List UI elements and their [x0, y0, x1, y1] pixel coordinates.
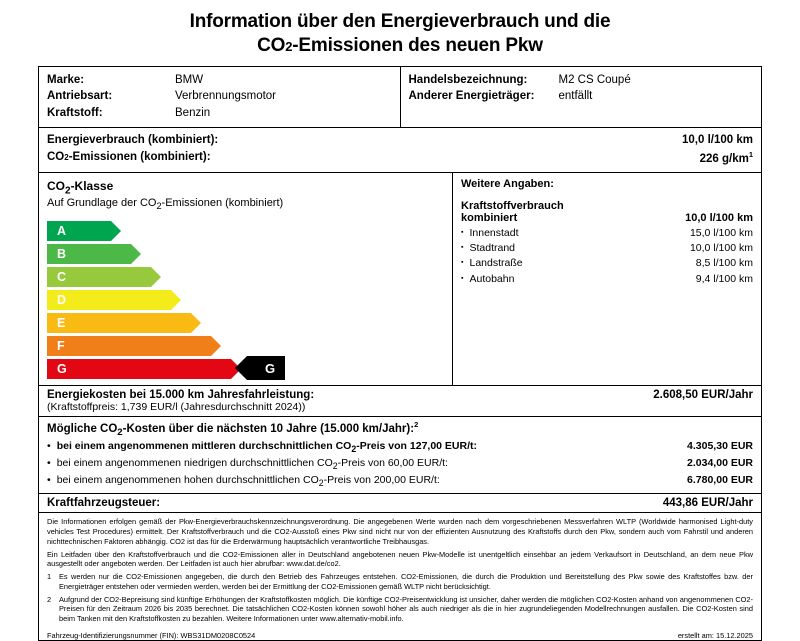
class-row-d	[47, 289, 444, 310]
vin-text: Fahrzeug-Identifizierungsnummer (FIN): WBS31DM0208C0524	[47, 630, 256, 640]
legal-text	[39, 513, 761, 629]
class-row-g	[47, 358, 444, 379]
list-item: • bei einem angenommenen mittleren durchschnittlichen $CO_2$-Preis von 127,00 EUR/t: 4.305,30 EUR	[47, 439, 753, 456]
list-item: 1 Es werden nur die CO2-Emissionen angegeben, die durch den Betrieb des Fahrzeuges entstehen. CO2-Emissionen, die durch die Produktion und Bereitstellung des Pkw sowie des Kraftstoffes bzw. der Energieträger entstehen oder vermieden werden, werden bei der Ermittlung der CO2-Emissionen gemäß WLTP nicht berücksichtigt.	[47, 572, 753, 591]
co2-class-section	[38, 172, 762, 386]
consumption-section	[38, 127, 762, 172]
identity-row	[47, 72, 392, 89]
fuel-price-note: (Kraftstoffpreis: 1,739 EUR/l (Jahresdurchschnitt 2024))	[47, 401, 306, 414]
energy-consumption-label: Energieverbrauch (kombiniert):	[47, 133, 219, 146]
title-line-1: Information über den Energieverbrauch und die	[189, 11, 611, 32]
class-row-e	[47, 312, 444, 333]
created-date: erstellt am: 15.12.2025	[677, 630, 753, 640]
co2-class-scale	[39, 173, 452, 386]
vehicle-tax-label: Kraftfahrzeugsteuer:	[47, 497, 161, 510]
list-item: • bei einem angenommenen niedrigen durchschnittlichen $CO_2$-Preis von 60,00 EUR/t: 2.034,00 EUR	[47, 456, 753, 473]
identity-row	[409, 72, 754, 89]
legal-paragraph-2: Ein Leitfaden über den Kraftstoffverbrauch und die CO2-Emissionen aller in Deutschland angebotenen neuen Pkw-Modelle ist unentgeltlich einsehbar an jedem Verkaufsort in Deutschland, an dem neue Pkw ausgestellt oder angeboten werden. Der Leitfaden ist auch hier abrufbar: www.dat.de/co2.	[47, 549, 753, 569]
model-name-label: Handelsbezeichnung:	[408, 73, 528, 86]
energy-cost-value: 2.608,50 EUR/Jahr	[653, 389, 753, 402]
model-name-value: M2 CS Coupé	[558, 73, 631, 86]
vehicle-tax-row	[39, 494, 761, 512]
fuel-combined-label: kombiniert	[461, 211, 518, 224]
class-bar-c: C	[47, 267, 151, 287]
energy-cost-label: Energiekosten bei 15.000 km Jahresfahrleistung:	[47, 389, 315, 402]
energy-cost-section	[38, 385, 762, 416]
identity-section	[38, 66, 762, 127]
other-energy-label: Anderer Energieträger:	[408, 90, 535, 103]
list-item: ▪ Autobahn 9,4 l/100 km	[461, 272, 753, 287]
list-item: ▪ Innenstadt 15,0 l/100 km	[461, 226, 753, 241]
energy-cost-row	[39, 386, 761, 401]
identity-row	[409, 88, 754, 105]
fuel-combined-row	[461, 212, 753, 224]
identity-left-column	[39, 67, 400, 127]
fuel-value: Benzin	[175, 106, 211, 119]
list-item: • bei einem angenommenen hohen durchschnittlichen $CO_2$-Preis von 200,00 EUR/t: 6.780,00 EUR	[47, 473, 753, 490]
co2-emission-label: CO2-Emissionen (kombiniert):	[47, 150, 211, 163]
co2-cost-heading: Mögliche $CO_2$-Kosten über die nächsten 10 Jahre (15.000 km/Jahr):$^2$	[47, 420, 419, 439]
drive-type-value: Verbrennungsmotor	[175, 90, 277, 103]
fuel-breakdown-list	[461, 226, 753, 287]
other-energy-value: entfällt	[558, 90, 593, 103]
co2-cost-section	[38, 416, 762, 493]
list-item: ▪ Landstraße 8,5 l/100 km	[461, 256, 753, 271]
identity-right-column	[400, 67, 762, 127]
co2-class-subtitle: Auf Grundlage der $CO_2$-Emissionen (kombiniert)	[47, 197, 284, 212]
class-row-b	[47, 243, 444, 264]
class-row-a	[47, 220, 444, 241]
class-row-c	[47, 266, 444, 287]
co2-emission-value: 226 $g/km^1$	[699, 149, 753, 165]
fuel-combined-value: 10,0 l/100 km	[685, 211, 753, 224]
title-line-2: CO2-Emissionen des neuen Pkw	[257, 34, 543, 56]
energy-consumption-value: 10,0 l/100 km	[682, 133, 753, 146]
co2-cost-list	[39, 439, 761, 494]
document-footer	[39, 629, 761, 640]
legal-footnotes	[47, 572, 753, 624]
drive-type-label: Antriebsart:	[47, 90, 113, 103]
class-bar-b: B	[47, 244, 131, 264]
class-row-f	[47, 335, 444, 356]
identity-row	[47, 105, 392, 122]
brand-label: Marke:	[47, 73, 85, 86]
brand-value: BMW	[175, 73, 204, 86]
page-title	[38, 10, 762, 58]
vehicle-tax-value: 443,86 EUR/Jahr	[662, 497, 753, 510]
legal-paragraph-1: Die Informationen erfolgen gemäß der Pkw-Energieverbrauchskennzeichnungsverordnung. Die angegebenen Werte wurden nach dem vorgeschriebenen Messverfahren WLTP (Worldwide harmonised Light-duty vehicles Test Procedures) ermittelt. Der Kraftstoffverbrauch und die CO2-Ausstoß eines Pkw sind nicht nur von der effizienten Ausnutzung des Kraftstoffs durch den Pkw, sondern auch vom Fahrstil und anderen nichttechnischen Faktoren abhängig. CO2 ist das für die Erderwärmung hauptsächlich verantwortliche Treibhausgas.	[47, 517, 753, 546]
list-item: ▪ Stadtrand 10,0 l/100 km	[461, 241, 753, 256]
co2-class-bars	[47, 220, 444, 379]
legal-section	[38, 512, 762, 641]
further-details-panel	[452, 173, 761, 386]
class-bar-g: G	[47, 359, 231, 379]
selected-class-marker: G	[247, 356, 285, 380]
co2-class-title: $CO_2$-Klasse	[47, 178, 114, 197]
co2-emission-row	[47, 149, 753, 168]
list-item: 2 Aufgrund der CO2-Bepreisung sind künftige Erhöhungen der Kraftstoffkosten möglich. Die künftige CO2-Preisentwicklung ist unsicher, daher werden die möglichen CO2-Kosten anhand von angenommenen CO2-Preisen für den Zeitraum 2026 bis 2035 berechnet. Die tatsächlichen CO2-Kosten können sowohl höher als auch niedriger als die in hier zugrundeliegenden Modellrechnungen ausfallen. Die CO2-Kosten sind beim Tanken mit den Kraftstoffkosten zu bezahlen. Weitere Informationen unter www.alternativ-mobil.info.	[47, 594, 753, 624]
identity-row	[47, 88, 392, 105]
vehicle-tax-section	[38, 493, 762, 512]
fuel-label: Kraftstoff:	[47, 106, 103, 119]
energy-consumption-row	[47, 132, 753, 149]
fuel-consumption-heading: Kraftstoffverbrauch	[461, 199, 564, 212]
class-bar-e: E	[47, 313, 191, 333]
class-bar-f: F	[47, 336, 211, 356]
class-bar-d: D	[47, 290, 171, 310]
class-bar-a: A	[47, 221, 111, 241]
further-heading: Weitere Angaben:	[461, 177, 554, 190]
